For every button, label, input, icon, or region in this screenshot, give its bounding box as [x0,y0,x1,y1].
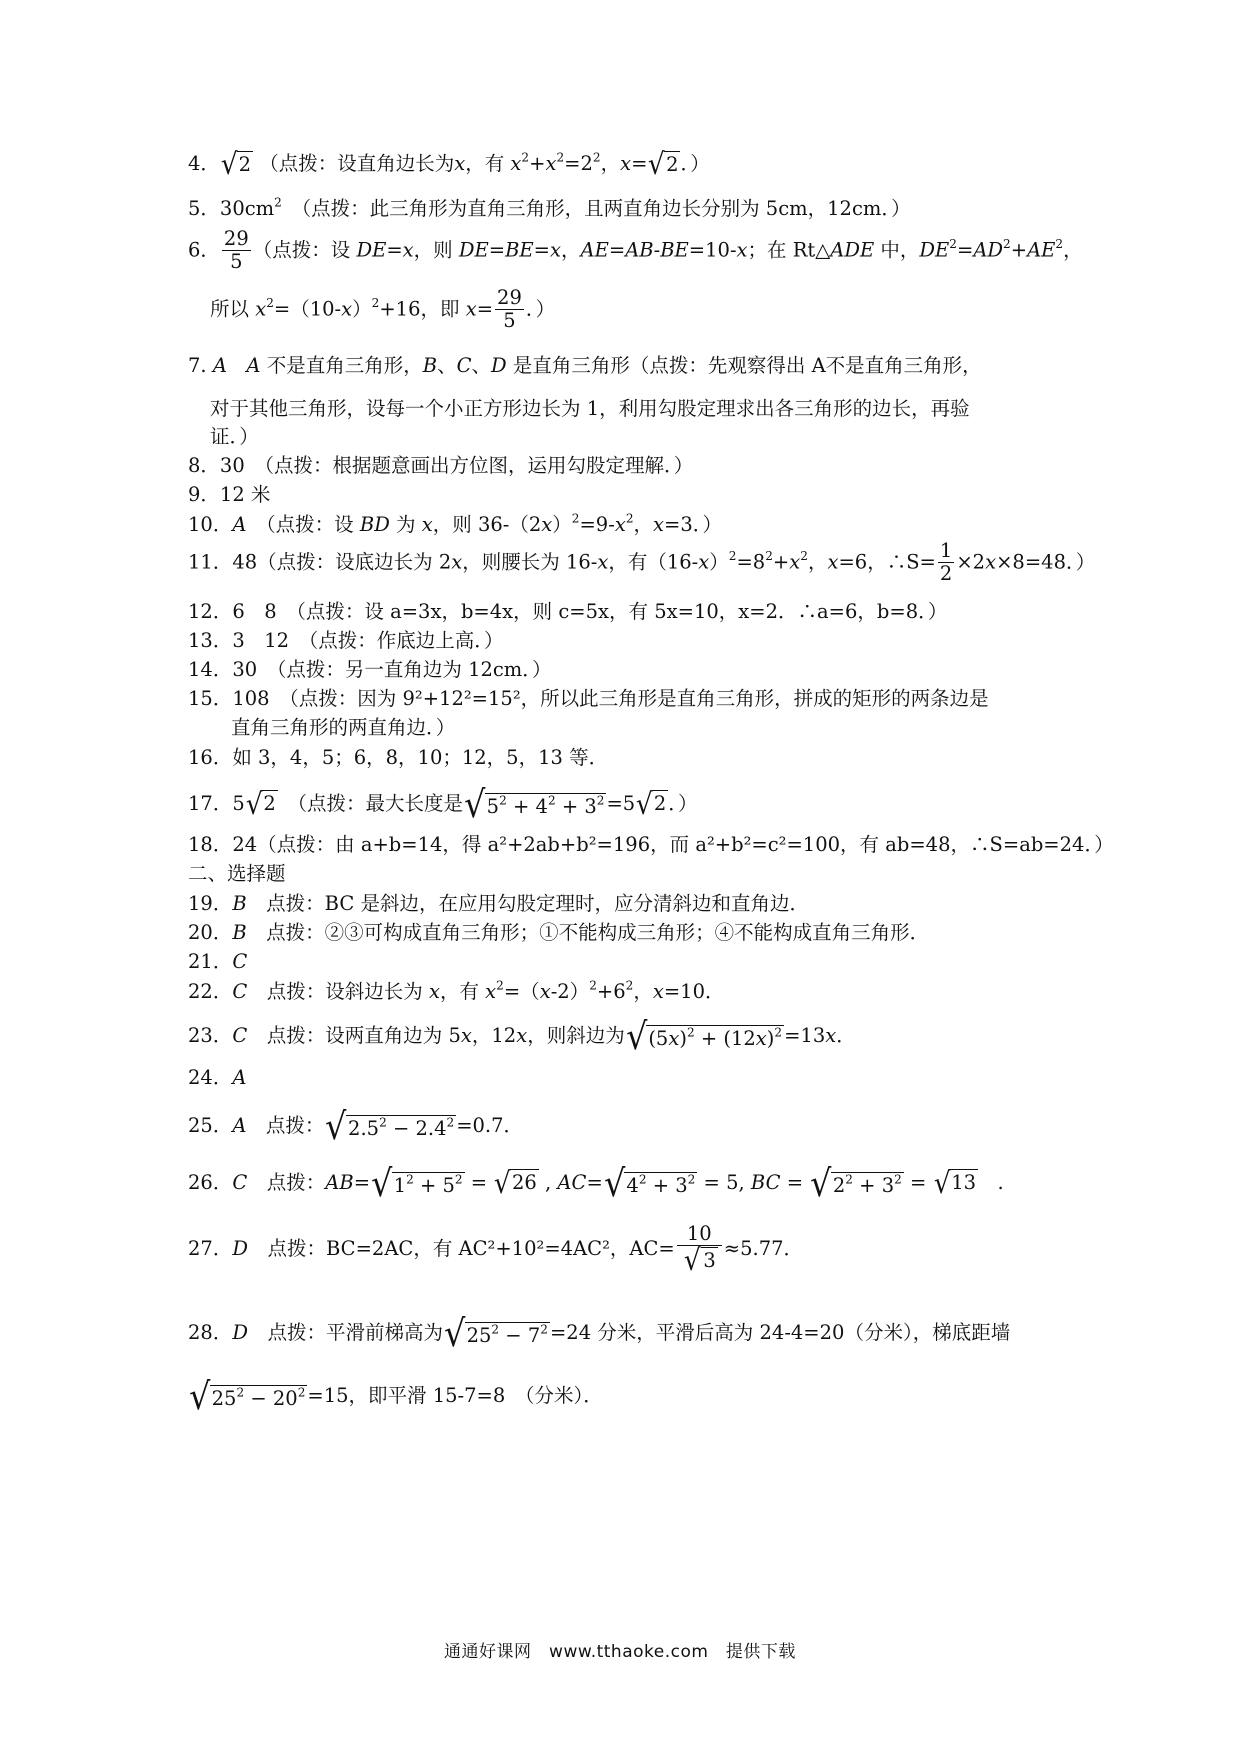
answer-9: 9．12 米 [188,483,271,506]
answer-11: 11．48（点拨：设底边长为 2x，则腰长为 16-x，有$(16-x)^2=8^2+x^2$，x=6，∴S= $\frac{1}{2}$ ×2x×8=48．） [188,539,1096,586]
fraction: $\frac{29}{5}$ [223,227,249,274]
answer-19: 19．B 点拨：BC 是斜边，在应用勾股定理时，应分清斜边和直角边． [188,892,809,915]
answer-18: 18．24（点拨：由 a+b=14，得 a²+2ab+b²=196，而 a²+b²=c²=100，有 ab=48，∴S=ab=24．） [188,833,1114,856]
answer-7-line3: 证．） [210,425,259,448]
answer-14: 14．30 （点拨：另一直角边为 12cm．） [188,658,552,681]
answer-22: 22．C 点拨：设斜边长为 x，有 $x^2=(x-2)^2+6^2$，x=10． [188,978,725,1003]
answer-13: 13．3 12 （点拨：作底边上高．） [188,629,504,652]
answer-5: 5．$30cm^2$ （点拨：此三角形为直角三角形，且两直角边长分别为 5cm，12cm．） [188,195,911,220]
answer-23: 23．C 点拨：设两直角边为 5x，12x，则斜边为$√(5x)^2 + (12x)^2 =13x$． [188,1015,856,1058]
answer-28-line2: $√25^2 - 20^2 =15$，即平滑 15-7=8 （分米）． [189,1375,603,1418]
answer-12: 12．6 8 （点拨：设 a=3x，b=4x，则 c=5x，有 5x=10，x=2．∴a=6，b=8．） [188,600,948,623]
answer-17: 17．5√2 （点拨：最大长度是$√5^2 + 4^2 + 3^2 =5√2$ ．） [188,783,698,826]
answer-16: 16．如 3，4，5；6，8，10；12，5，13 等． [188,746,609,769]
answer-20: 20．B 点拨：②③可构成直角三角形；①不能构成三角形；④不能构成直角三角形． [188,921,930,944]
answer-15-line2: 直角三角形的两直角边．） [231,716,456,739]
answer-6-line2: 所以 $x^2=(10-x)^2+16$，即 x= $\frac{29}{5}$ ．） [210,286,556,333]
answer-27: 27．D 点拨：BC=2AC，有 AC²+10²=4AC²，AC= $\frac{10}{√ 3}$ ≈5.77． [188,1222,804,1278]
answer-26: 26．C 点拨：$AB=√1^2 + 5^2 = √26$ , $AC=√4^2 + 3^2 = 5$, BC = $√2^2 + 3^2 = √13$ . [188,1162,1004,1205]
answer-7: 7. A A 不是直角三角形，B、C、D 是直角三角形（点拨：先观察得出 A不是直角三角形， [188,354,982,377]
answer-25: 25．A 点拨：$√2.5^2 - 2.4^2 =0.7$． [188,1105,524,1148]
answer-4: 4．√2 （点拨：设直角边长为x，有 $x^2+x^2=2^2$，x=√2 ．） [188,147,710,181]
footer-credit: 通通好课网 www.tthaoke.com 提供下载 [444,1642,796,1662]
answer-15: 15．108 （点拨：因为 9²+12²=15²，所以此三角形是直角三角形，拼成的矩形的两条边是 [188,687,989,710]
answer-8: 8．30 （点拨：根据题意画出方位图，运用勾股定理解．） [188,454,694,477]
answer-7-line2: 对于其他三角形，设每一个小正方形边长为 1，利用勾股定理求出各三角形的边长，再验 [210,397,970,420]
answer-24: 24．A [188,1066,247,1089]
answer-21: 21．C [188,950,248,973]
answer-28: 28．D 点拨：平滑前梯高为$√25^2 - 7^2 =24$ 分米，平滑后高为 24-4=20（分米），梯底距墙 [188,1312,1011,1355]
answer-10: 10．A （点拨：设 BD 为 x，则 $36-(2x)^2=9-x^2$，x=3．） [188,511,723,536]
section-choice-title: 二、选择题 [188,862,286,885]
answer-6: 6． $\frac{29}{5}$ （点拨：设 DE=x，则 DE=BE=x，AE=AB-BE=10-x；在 Rt△ADE 中，$DE^2=AD^2+AE^2$， [188,227,1083,274]
